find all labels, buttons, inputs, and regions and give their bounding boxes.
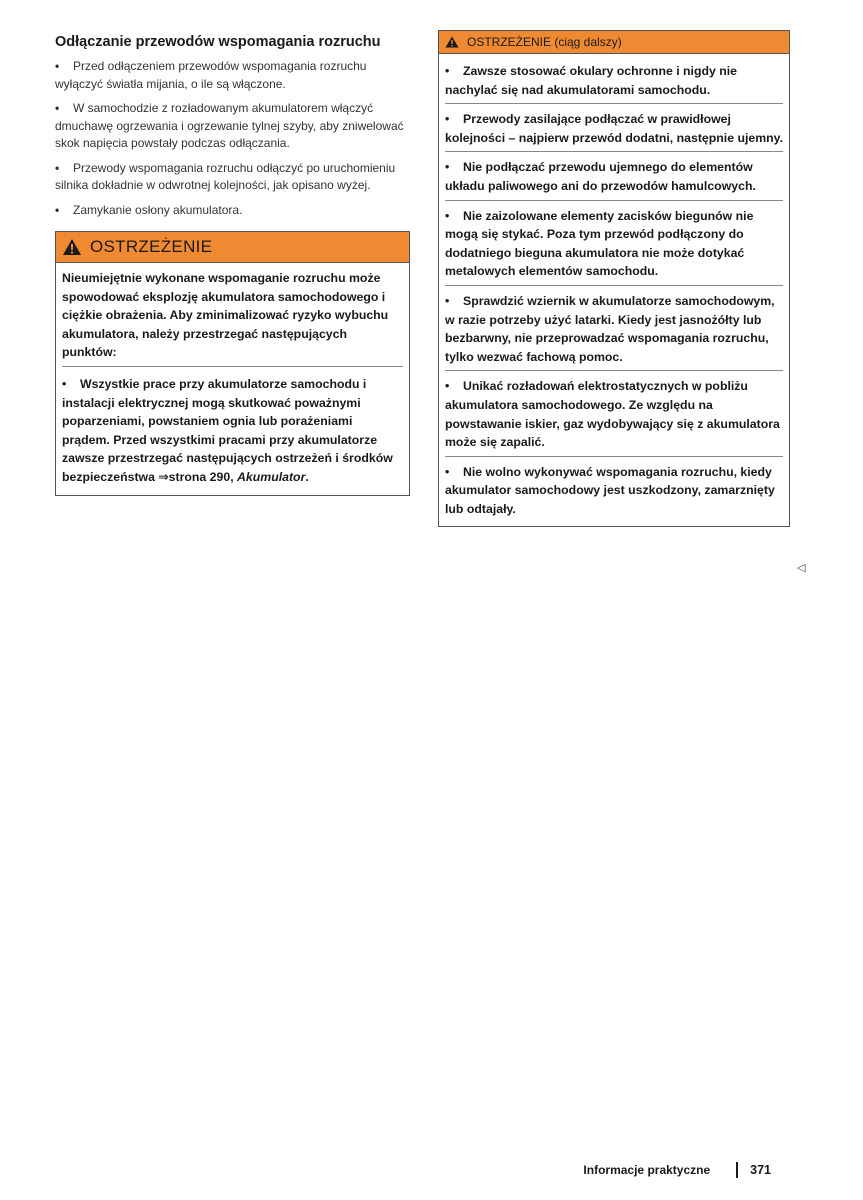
bullet-icon: • bbox=[445, 112, 450, 127]
right-column bbox=[438, 30, 790, 527]
warning-item: • Sprawdzić wziernik w akumulatorze samochodowym, w razie potrzeby użyć latarki. Kiedy jest jasnożółty lub bezbarwny, nie przeprowadzać wspomagania rozruchu, tylko wezwać fachową pomoc. bbox=[445, 290, 783, 371]
warning-continued-list bbox=[445, 60, 783, 522]
warning-item: • Wszystkie prace przy akumulatorze samochodu i instalacji elektrycznej mogą skutkować poważnymi poparzeniami, powstaniem ognia lub porażeniami prądem. Przed wszystkimi pracami przy akumulatorze zawsze przestrzegać następujących ostrzeżeń i środków bezpieczeństwa ⇒strona 290, Akumulator. bbox=[62, 376, 393, 484]
warning-list bbox=[62, 373, 403, 491]
warning-item: • Unikać rozładowań elektrostatycznych w pobliżu akumulatora samochodowego. Ze względu na powstawanie iskier, gaz wydobywający się z akumulatora może się zapalić. bbox=[445, 375, 783, 456]
warning-header-label: OSTRZEŻENIE bbox=[90, 237, 213, 256]
warning-continued-header bbox=[439, 31, 789, 54]
warning-item: • Nie wolno wykonywać wspomagania rozruchu, kiedy akumulator samochodowy jest uszkodzony, zamarznięty lub odtajały. bbox=[445, 464, 775, 516]
warning-box bbox=[55, 231, 410, 496]
warning-intro: Nieumiejętnie wykonane wspomaganie rozruchu może spowodować eksplozję akumulatora samochodowego i ciężkie obrażenia. Aby zminimalizować ryzyko wybuchu akumulatora, należy przestrzegać następujących punktów: bbox=[62, 269, 403, 367]
footer-section-label: Informacje praktyczne bbox=[583, 1163, 711, 1177]
warning-continued-body bbox=[439, 54, 789, 526]
section-title: Odłączanie przewodów wspomagania rozruchu bbox=[55, 34, 381, 50]
warning-item: • Nie podłączać przewodu ujemnego do elementów układu paliwowego ani do przewodów hamulcowych. bbox=[445, 156, 783, 200]
bullet-icon: • bbox=[445, 379, 450, 394]
bullet-icon: • bbox=[55, 101, 60, 115]
warning-continued-label: OSTRZEŻENIE (ciąg dalszy) bbox=[467, 35, 622, 49]
warning-item: • Zawsze stosować okulary ochronne i nigdy nie nachylać się nad akumulatorami samochodu. bbox=[445, 60, 783, 104]
warning-triangle-icon bbox=[445, 36, 459, 48]
list-item: • W samochodzie z rozładowanym akumulatorem włączyć dmuchawę ogrzewania i ogrzewanie tylnej szyby, aby zniwelować skok napięcia powstały podczas odłączania. bbox=[55, 101, 404, 150]
bullet-icon: • bbox=[445, 208, 450, 223]
bullet-icon: • bbox=[445, 293, 450, 308]
instruction-list bbox=[55, 58, 410, 219]
page-reference[interactable]: ⇒strona 290, bbox=[158, 469, 234, 484]
bullet-icon: • bbox=[445, 160, 450, 175]
bullet-icon: • bbox=[55, 160, 60, 175]
warning-triangle-icon bbox=[62, 238, 82, 256]
bullet-icon: • bbox=[55, 59, 60, 73]
left-column bbox=[55, 32, 410, 496]
bullet-icon: • bbox=[445, 64, 450, 78]
reference-title: Akumulator bbox=[237, 469, 306, 484]
list-item: • Przed odłączeniem przewodów wspomagania rozruchu wyłączyć światła mijania, o ile są włączone. bbox=[55, 59, 367, 91]
warning-header bbox=[56, 232, 409, 263]
bullet-icon: • bbox=[62, 376, 67, 391]
bullet-icon: • bbox=[55, 202, 60, 217]
warning-continued-box bbox=[438, 30, 790, 527]
page-footer bbox=[583, 1162, 771, 1178]
warning-item: • Przewody zasilające podłączać w prawidłowej kolejności – najpierw przewód dodatni, następnie ujemny. bbox=[445, 108, 783, 152]
section-end-icon: ◁ bbox=[797, 562, 806, 574]
bullet-icon: • bbox=[445, 464, 450, 479]
list-item: • Przewody wspomagania rozruchu odłączyć po uruchomieniu silnika dokładnie w odwrotnej kolejności, jak opisano wyżej. bbox=[55, 160, 396, 192]
list-item: • Zamykanie osłony akumulatora. bbox=[55, 202, 410, 220]
warning-item: • Nie zaizolowane elementy zacisków biegunów nie mogą się stykać. Poza tym przewód podłączony do dodatniego bieguna akumulatora nie może dotykać metalowych elementów samochodu. bbox=[445, 205, 783, 286]
page-number: 371 bbox=[750, 1163, 771, 1177]
warning-body bbox=[56, 263, 409, 495]
footer-separator bbox=[736, 1162, 738, 1178]
